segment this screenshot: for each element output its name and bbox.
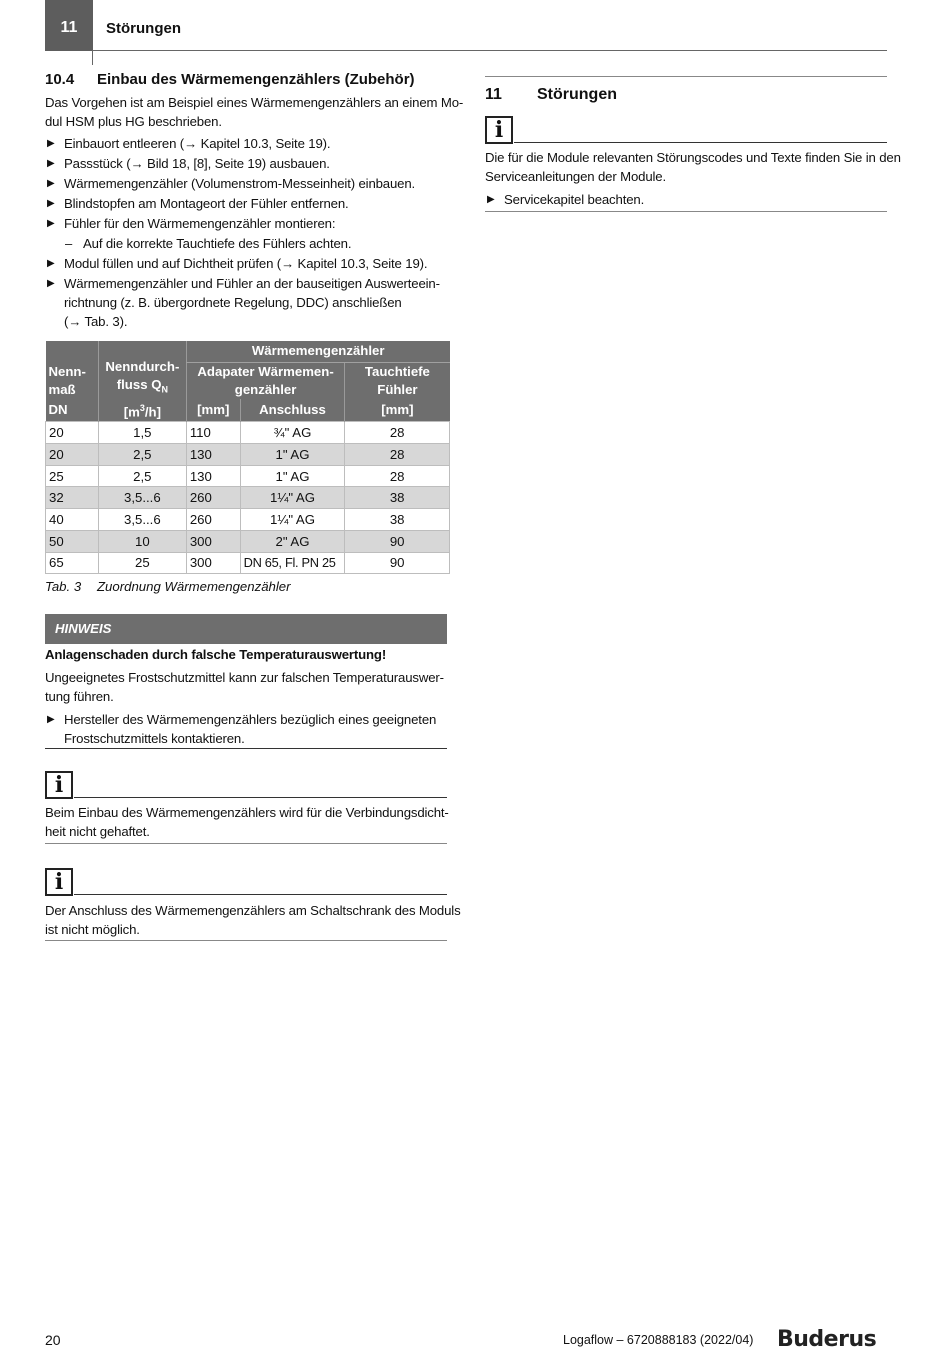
bullet-arrow-icon: ▶ <box>47 178 55 189</box>
bullet-arrow-icon: ▶ <box>47 138 55 149</box>
header-flow-unit: $[m^3/h]$ <box>98 399 186 422</box>
info-top-rule <box>74 797 447 798</box>
table-row: 25 2,5 130 1" AG 28 <box>46 465 450 487</box>
section-heading-10-4 <box>45 71 415 88</box>
table-row: 40 3,5...6 260 1¼" AG 38 <box>46 509 450 531</box>
header-adapter: Adapater Wärmemen- genzähler <box>186 362 345 399</box>
notice-label: HINWEIS <box>55 621 112 636</box>
info-bottom-rule <box>485 211 887 212</box>
brand-logo: Buderus <box>777 1327 877 1352</box>
section-number: 10.4 <box>45 71 75 88</box>
notice-text: Ungeeignetes Frostschutzmittel kann zur falschen Temperaturauswer- tung führen. <box>45 670 444 704</box>
bullet-arrow-icon: ▶ <box>47 158 55 169</box>
notice-label-bar <box>45 614 447 644</box>
list-item: ▶ Wärmemengenzähler und Fühler an der bauseitigen Auswerteein- <box>47 276 440 291</box>
table-header-row <box>46 341 450 362</box>
header-depth: Tauchtiefe Fühler <box>345 362 450 399</box>
list-item: ▶ Hersteller des Wärmemengenzählers bezüglich eines geeigneten <box>47 712 437 727</box>
notice-list <box>45 710 455 749</box>
bullet-arrow-icon: ▶ <box>47 278 55 289</box>
notice-bottom-rule <box>45 748 447 749</box>
table-row: 32 3,5...6 260 1¼" AG 38 <box>46 487 450 509</box>
list-item: ▶ Servicekapitel beachten. <box>487 192 645 207</box>
info-bottom-rule <box>45 843 447 844</box>
info-text: Die für die Module relevanten Störungscodes und Texte finden Sie in den Serviceanleitungen der Module. <box>485 150 901 184</box>
header-dn: Nenn- maß <box>46 341 99 399</box>
info-text: Der Anschluss des Wärmemengenzählers am Schaltschrank des Moduls ist nicht möglich. <box>45 903 461 937</box>
list-item: ▶ Fühler für den Wärmemengenzähler montieren: <box>47 216 336 231</box>
header-connection: Anschluss <box>240 399 345 422</box>
table-row: 50 10 300 2" AG 90 <box>46 530 450 552</box>
header-depth-unit: [mm] <box>345 399 450 422</box>
table-header-row <box>46 399 450 422</box>
list-item: ▶ Einbauort entleeren (→ Kapitel 10.3, Seite 19). <box>47 136 331 151</box>
table-row: 20 2,5 130 1" AG 28 <box>46 444 450 466</box>
list-item-continuation: richtnung (z. B. übergordnete Regelung, DDC) anschließen <box>64 295 402 310</box>
list-subitem: – Auf die korrekte Tauchtiefe des Fühlers achten. <box>65 236 352 251</box>
intro-paragraph <box>45 93 463 131</box>
table-row: 20 1,5 110 ¾" AG 28 <box>46 422 450 444</box>
header-rule <box>93 50 887 51</box>
info-top-rule <box>74 894 447 895</box>
header-adapter-unit: [mm] <box>186 399 240 422</box>
section-title: Störungen <box>537 86 617 103</box>
notice-title: Anlagenschaden durch falsche Temperaturauswertung! <box>45 647 387 662</box>
intro-line: Das Vorgehen ist am Beispiel eines Wärmemengenzählers an einem Mo- <box>45 95 464 110</box>
header-dn-unit: DN <box>46 399 99 422</box>
chapter-title: Störungen <box>106 20 181 37</box>
header-group-heat-meter: Wärmemengenzähler <box>186 341 449 362</box>
chapter-number-box <box>45 0 93 51</box>
heat-meter-table <box>45 341 450 574</box>
dash-marker: – <box>65 236 73 251</box>
bullet-arrow-icon: ▶ <box>47 258 55 269</box>
bullet-arrow-icon: ▶ <box>47 218 55 229</box>
info-text: Beim Einbau des Wärmemengenzählers wird für die Verbindungsdicht- heit nicht gehaftet. <box>45 805 449 839</box>
list-item: ▶ Modul füllen und auf Dichtheit prüfen (→ Kapitel 10.3, Seite 19). <box>47 256 428 271</box>
bullet-arrow-icon: ▶ <box>47 198 55 209</box>
chapter-number: 11 <box>60 18 78 36</box>
document-id: Logaflow – 6720888183 (2022/04) <box>563 1333 754 1347</box>
bullet-arrow-icon: ▶ <box>47 714 55 725</box>
section-top-rule <box>485 76 887 77</box>
info-icon: i <box>45 771 73 799</box>
info-bottom-rule <box>45 940 447 941</box>
section-title: Einbau des Wärmemengenzählers (Zubehör) <box>97 71 415 88</box>
install-steps-list <box>45 134 455 332</box>
info-icon: i <box>485 116 513 144</box>
header-rule-tick <box>92 50 93 65</box>
info-icon: i <box>45 868 73 896</box>
info-top-rule <box>514 142 887 143</box>
table-caption: Tab. 3 Zuordnung Wärmemengenzähler <box>45 579 291 594</box>
bullet-arrow-icon: ▶ <box>487 194 495 205</box>
page-number: 20 <box>45 1332 61 1348</box>
service-list <box>485 190 887 210</box>
list-item-continuation: (→ Tab. 3). <box>64 314 128 329</box>
section-number: 11 <box>485 86 502 103</box>
section-heading-11 <box>485 86 617 104</box>
list-item-continuation: Frostschutzmittels kontaktieren. <box>64 731 245 746</box>
intro-line: dul HSM plus HG beschrieben. <box>45 114 222 129</box>
list-item: ▶ Blindstopfen am Montageort der Fühler entfernen. <box>47 196 349 211</box>
table-row: 65 25 300 DN 65, Fl. PN 25 90 <box>46 552 450 574</box>
header-flow: Nenndurch- fluss $Q_N$ <box>98 341 186 399</box>
list-item: ▶ Passstück (→ Bild 18, [8], Seite 19) ausbauen. <box>47 156 330 171</box>
list-item: ▶ Wärmemengenzähler (Volumenstrom-Messeinheit) einbauen. <box>47 176 416 191</box>
